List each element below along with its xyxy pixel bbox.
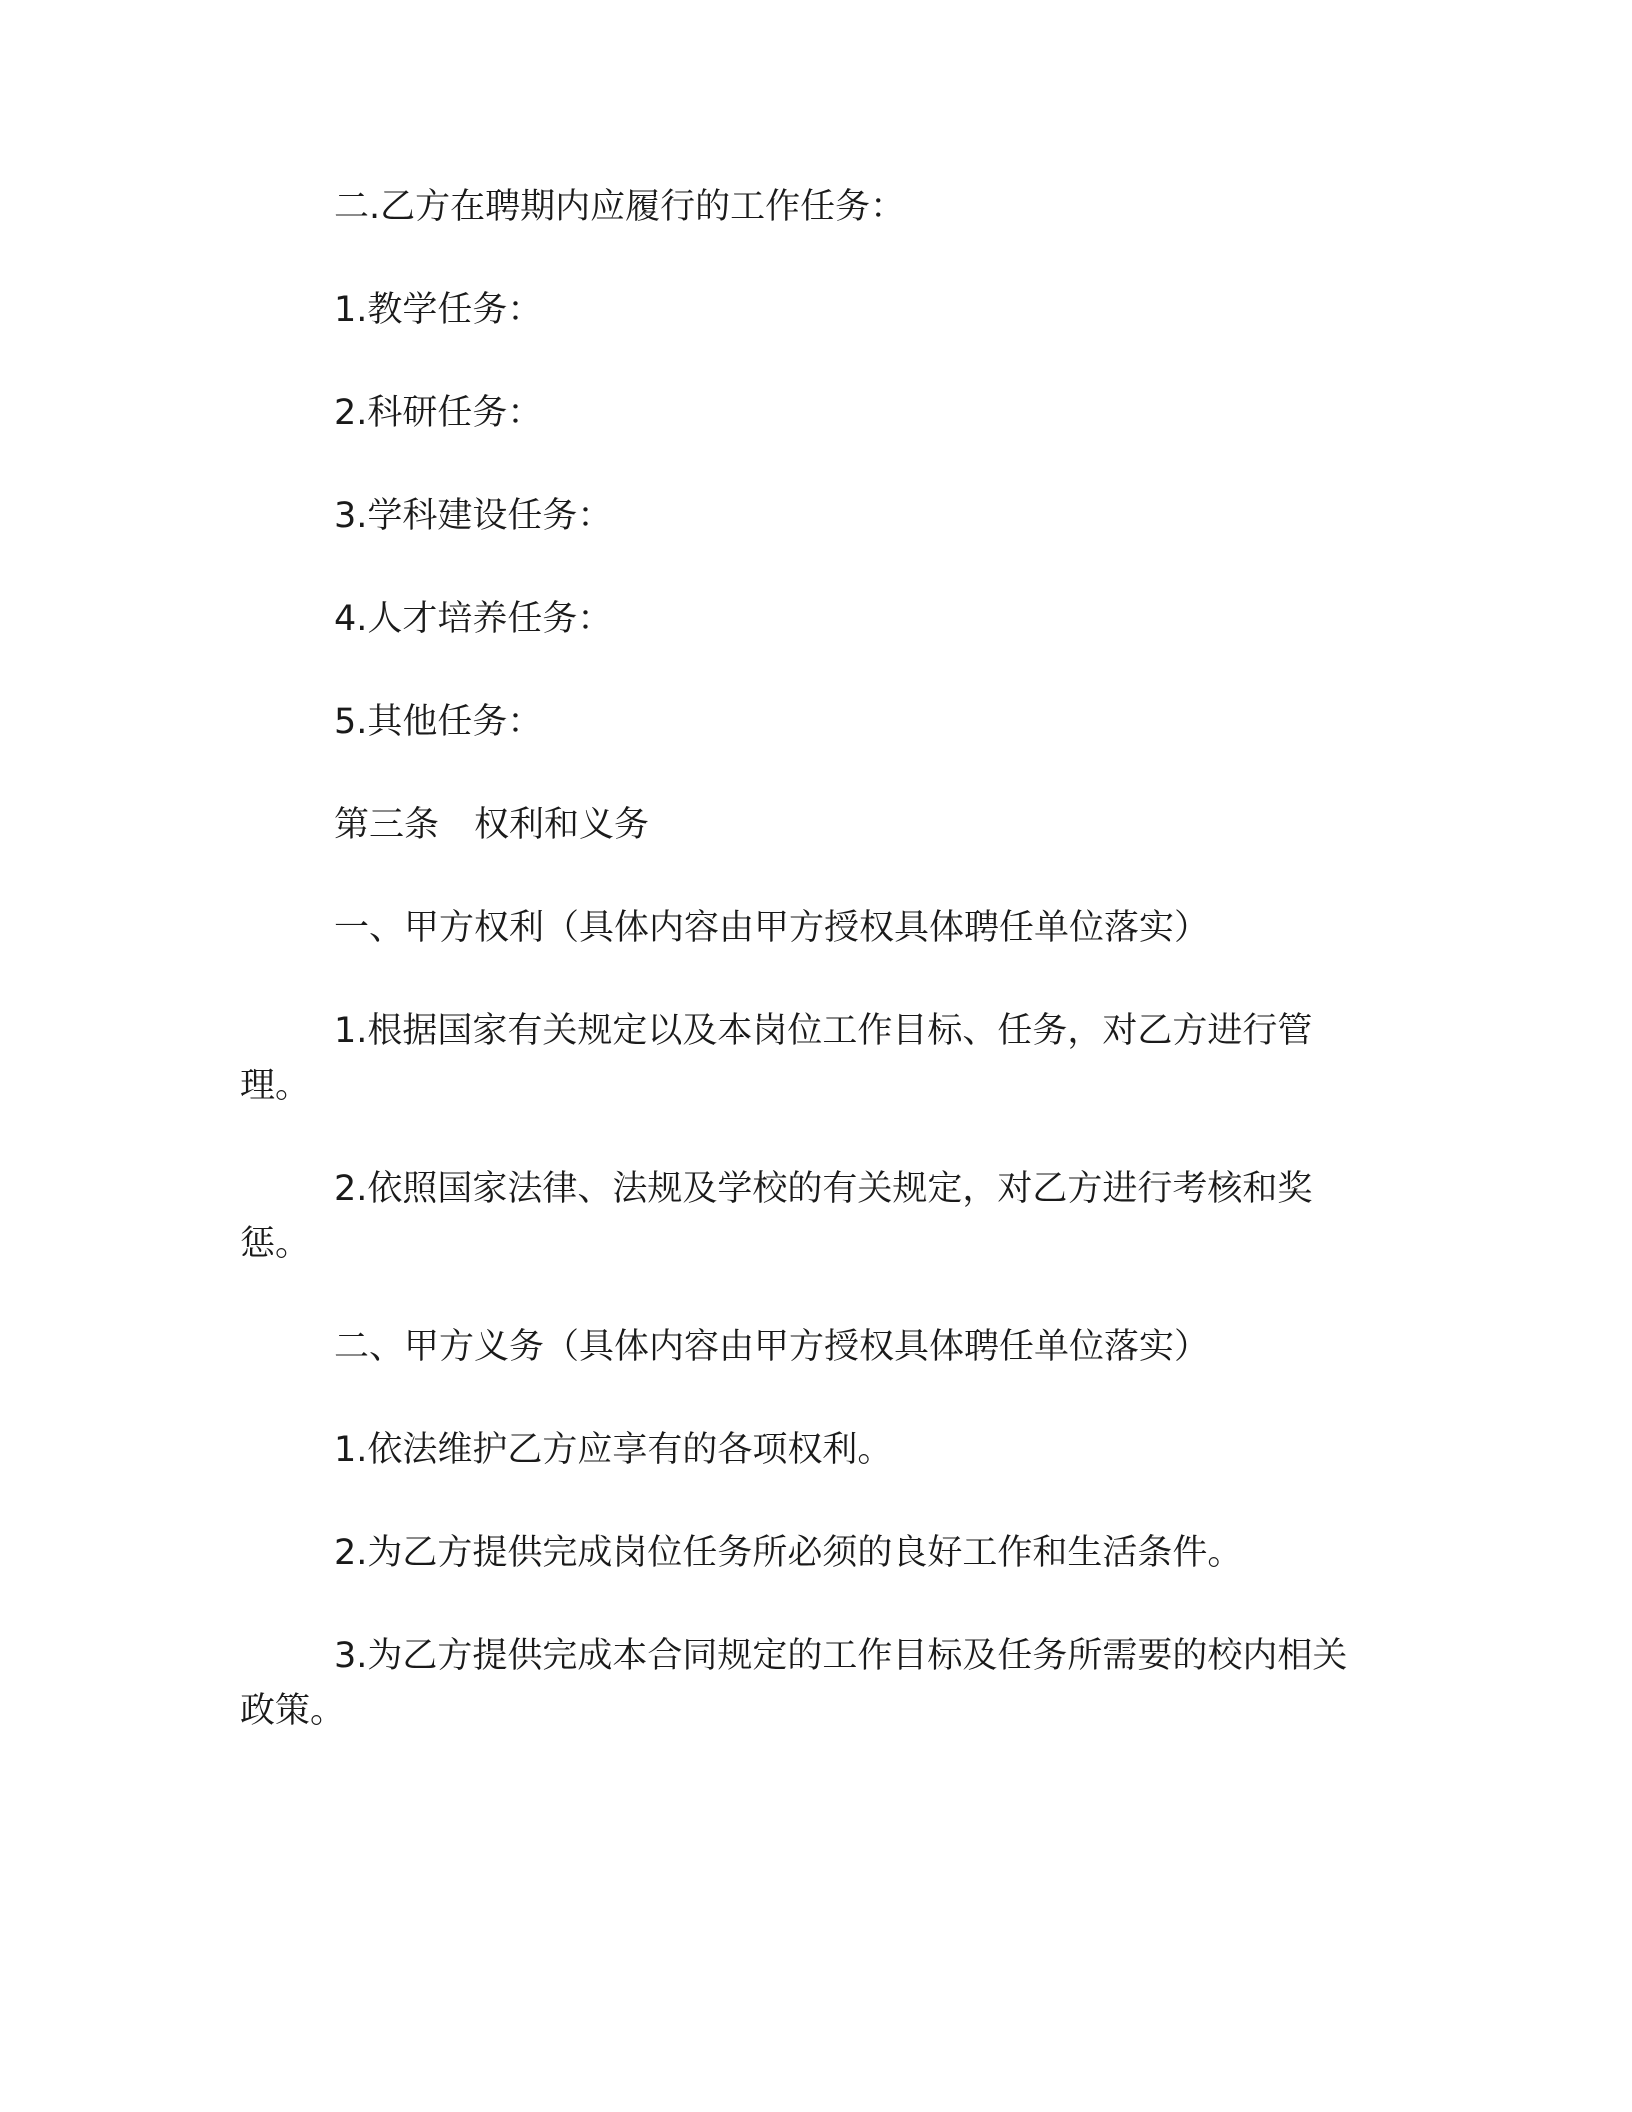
section-heading-duties: 二.乙方在聘期内应履行的工作任务：	[334, 187, 906, 227]
task-talent: 4.人才培养任务：	[334, 599, 613, 639]
party-a-obligations-heading: 二、甲方义务（具体内容由甲方授权具体聘任单位落实）	[334, 1327, 1210, 1367]
article-three-heading: 第三条 权利和义务	[334, 805, 650, 845]
party-a-right-2: 2.依照国家法律、法规及学校的有关规定，对乙方进行考核和奖惩。	[240, 1169, 1313, 1264]
party-a-rights-heading: 一、甲方权利（具体内容由甲方授权具体聘任单位落实）	[334, 908, 1210, 948]
document-body	[240, 180, 1382, 1787]
task-discipline: 3.学科建设任务：	[334, 496, 613, 536]
party-a-obligation-2: 2.为乙方提供完成岗位任务所必须的良好工作和生活条件。	[334, 1533, 1243, 1573]
task-other: 5.其他任务：	[334, 702, 543, 742]
party-a-right-1: 1.根据国家有关规定以及本岗位工作目标、任务，对乙方进行管理。	[240, 1011, 1313, 1106]
task-teaching: 1.教学任务：	[334, 290, 543, 330]
party-a-obligation-1: 1.依法维护乙方应享有的各项权利。	[334, 1430, 893, 1470]
party-a-obligation-3: 3.为乙方提供完成本合同规定的工作目标及任务所需要的校内相关政策。	[240, 1636, 1348, 1731]
task-research: 2.科研任务：	[334, 393, 543, 433]
